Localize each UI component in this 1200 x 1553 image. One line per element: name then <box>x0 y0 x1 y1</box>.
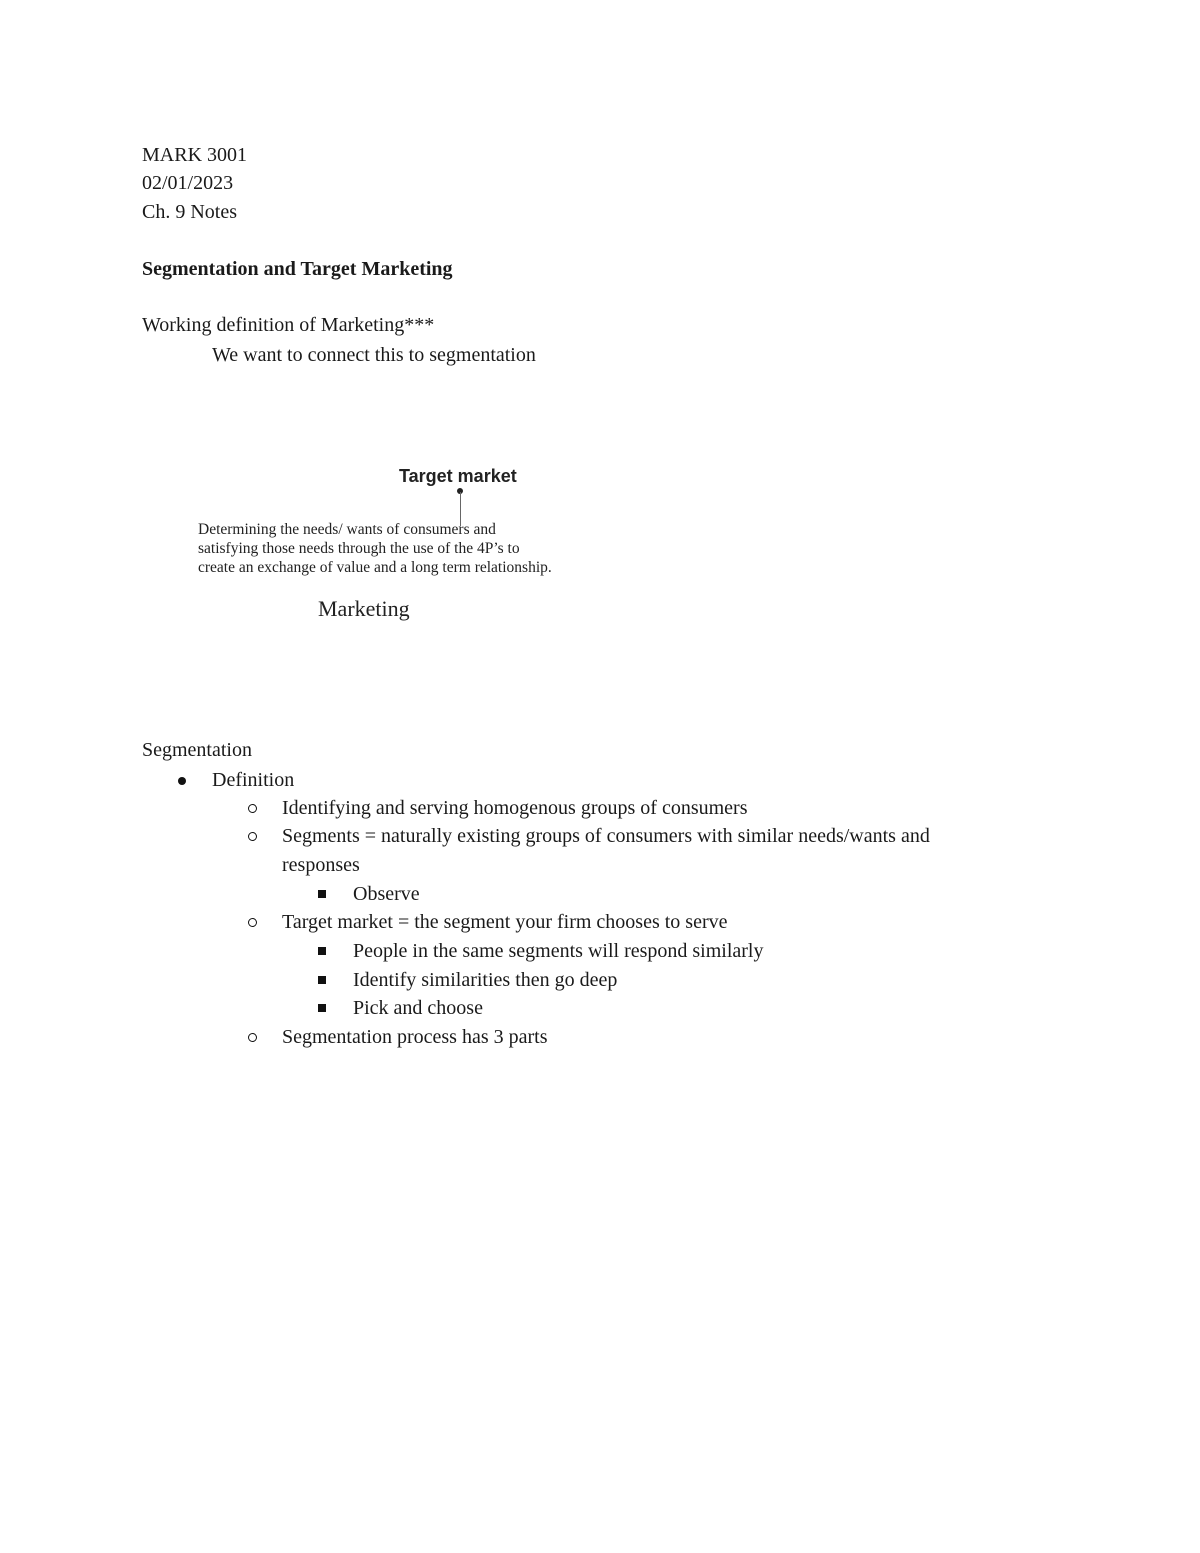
square-bullet-icon <box>318 947 326 955</box>
chapter-label: Ch. 9 Notes <box>142 201 237 223</box>
figure-caption: Marketing <box>318 596 410 621</box>
circle-bullet-icon <box>248 1033 257 1042</box>
square-bullet-icon <box>318 890 326 898</box>
figure-definition-line-2: satisfying those needs through the use of the 4P’s to <box>198 540 520 557</box>
list-item: Identify similarities then go deep <box>353 969 618 991</box>
list-item: Target market = the segment your firm chooses to serve <box>282 911 728 933</box>
list-item: Identifying and serving homogenous groups of consumers <box>282 797 748 819</box>
circle-bullet-icon <box>248 804 257 813</box>
course-code: MARK 3001 <box>142 144 248 166</box>
list-item: Segmentation process has 3 parts <box>282 1026 548 1048</box>
circle-bullet-icon <box>248 832 257 841</box>
figure-definition-line-3: create an exchange of value and a long term relationship. <box>198 559 552 576</box>
list-item: Observe <box>353 883 420 905</box>
figure-target-market-label: Target market <box>399 466 517 486</box>
list-item-continuation: responses <box>282 854 360 876</box>
segmentation-heading: Segmentation <box>142 739 252 761</box>
circle-bullet-icon <box>248 918 257 927</box>
working-definition-heading: Working definition of Marketing*** <box>142 314 435 336</box>
list-item: People in the same segments will respond similarly <box>353 940 764 962</box>
figure-definition-line-1: Determining the needs/ wants of consumers and <box>198 521 496 538</box>
working-definition-sub: We want to connect this to segmentation <box>212 344 536 366</box>
square-bullet-icon <box>318 1004 326 1012</box>
note-date: 02/01/2023 <box>142 172 234 194</box>
page-title: Segmentation and Target Marketing <box>142 258 453 280</box>
square-bullet-icon <box>318 976 326 984</box>
list-item: Segments = naturally existing groups of consumers with similar needs/wants and <box>282 825 930 847</box>
list-item: Pick and choose <box>353 997 483 1019</box>
list-item-definition: Definition <box>212 769 295 791</box>
disc-bullet-icon <box>178 777 186 785</box>
